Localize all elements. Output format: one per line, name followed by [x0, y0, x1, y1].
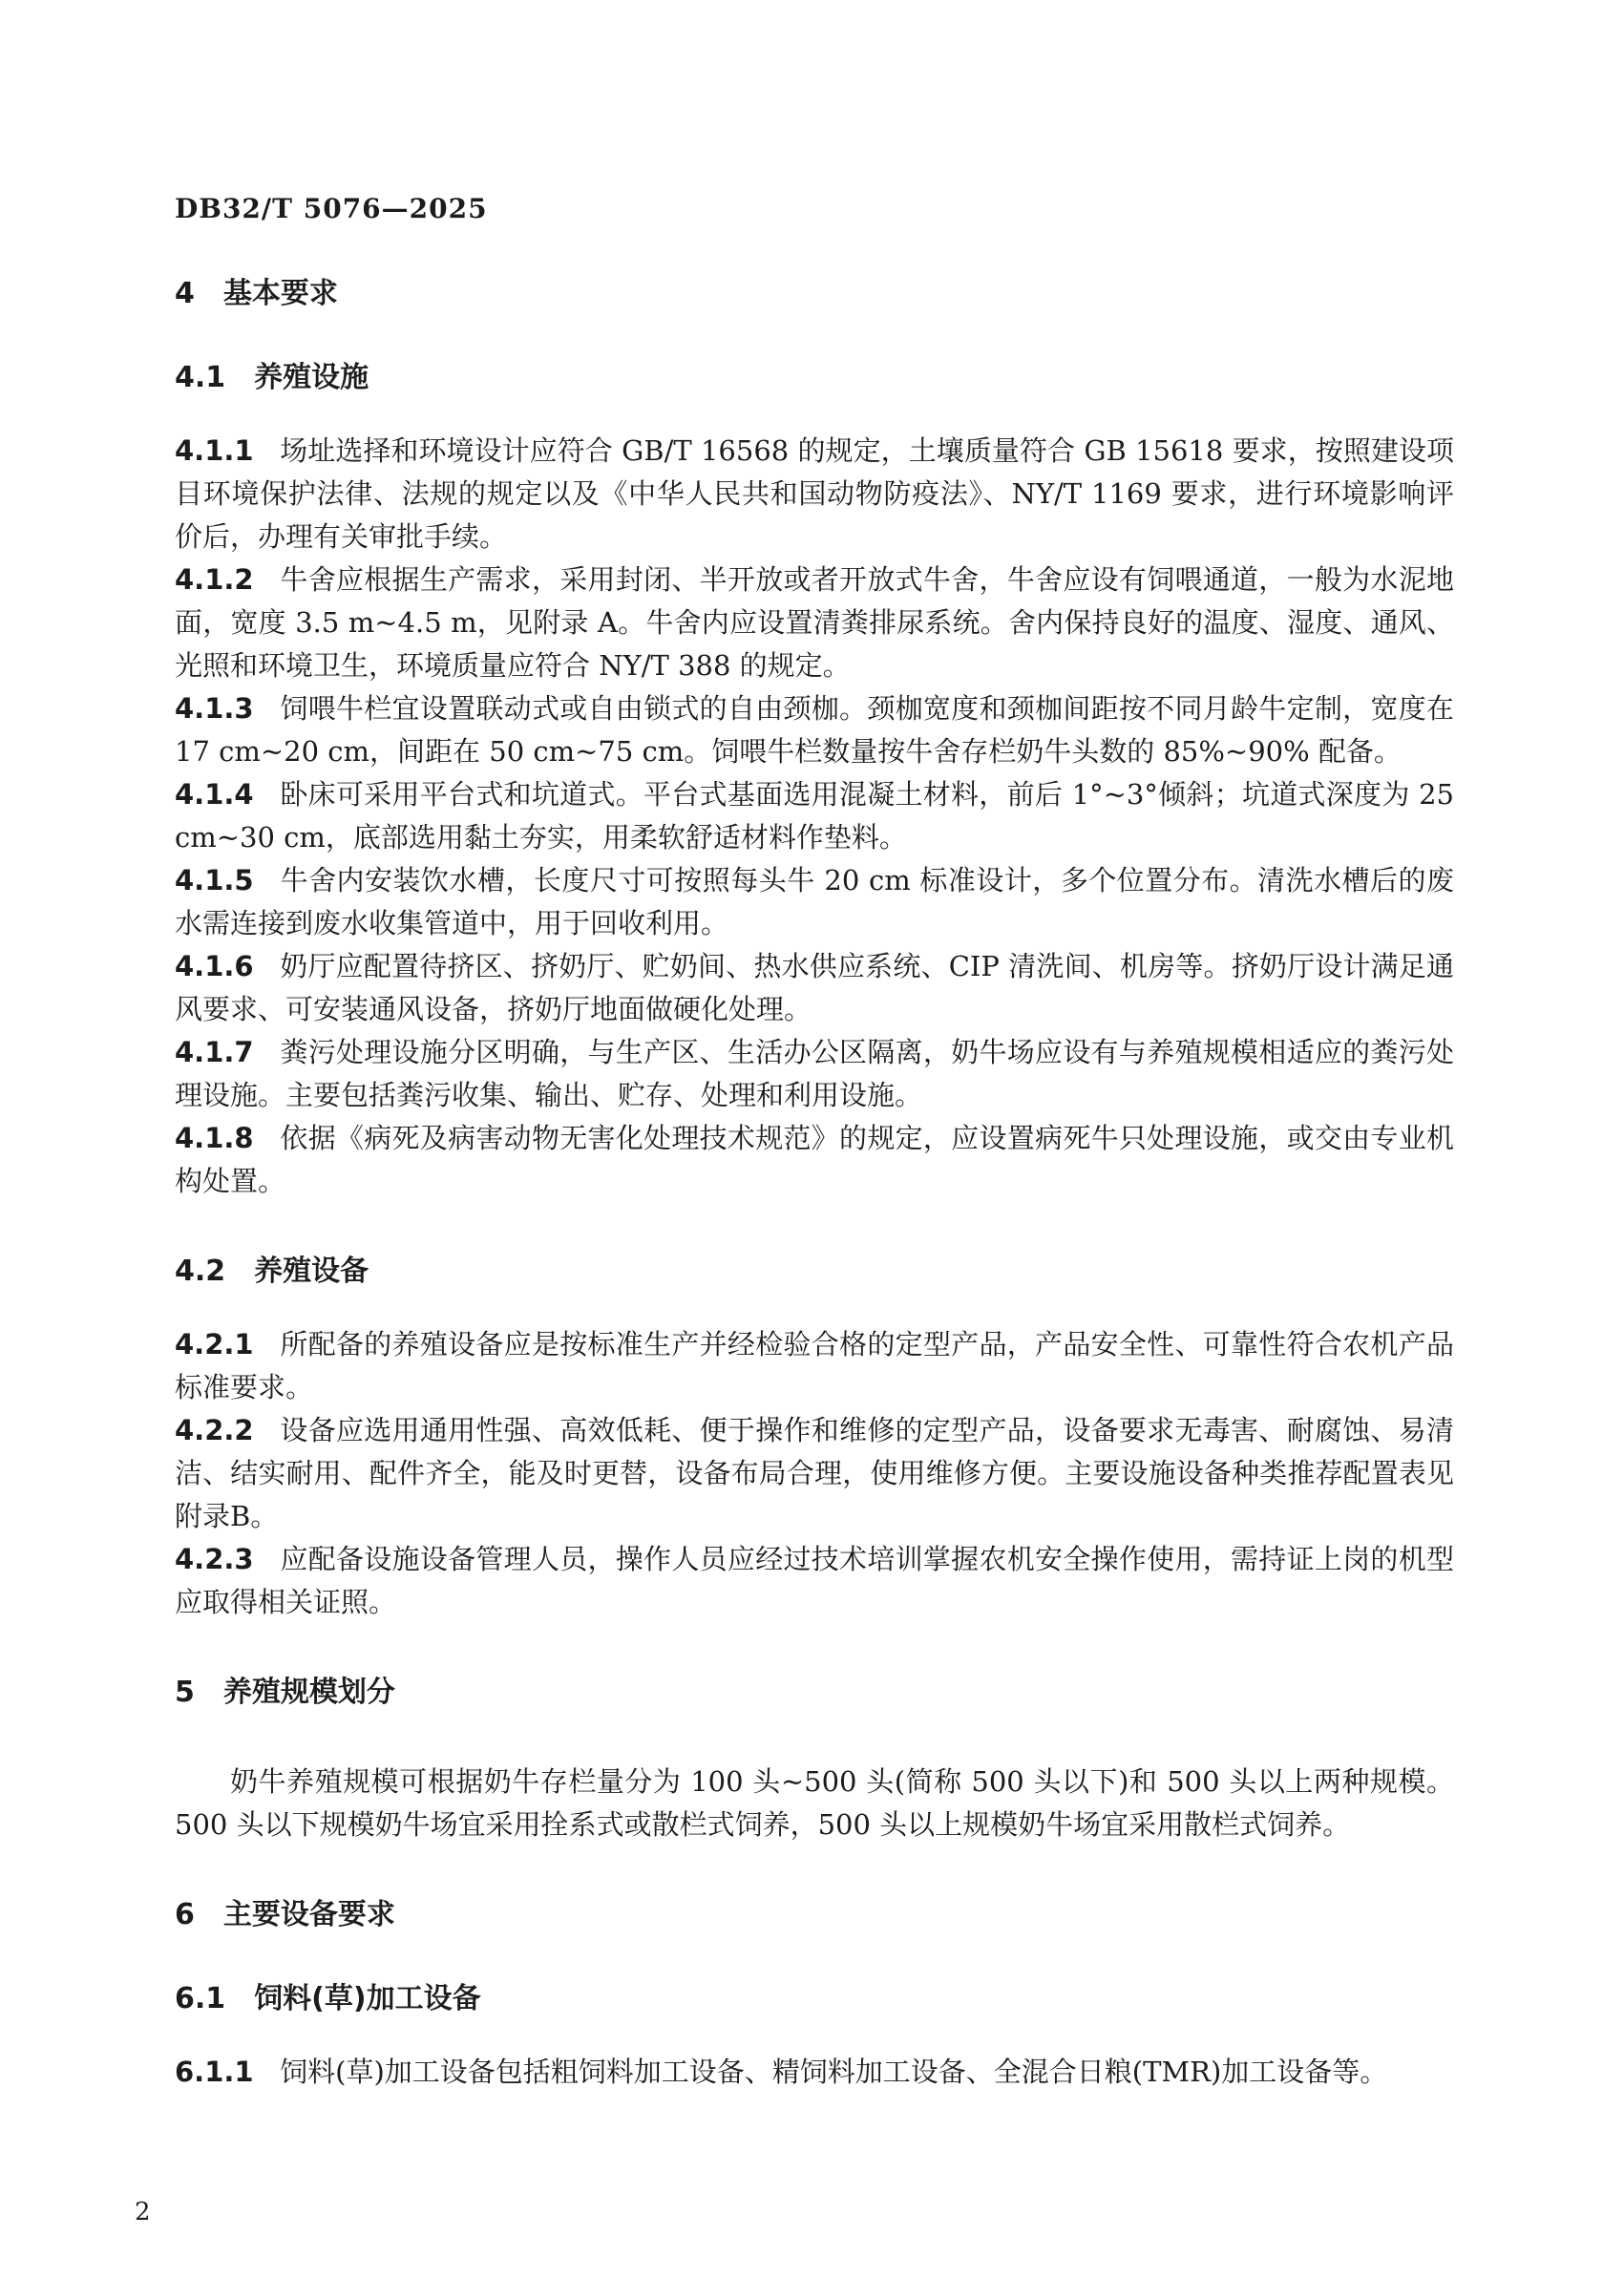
clause-number: 4.1.6 — [175, 950, 254, 982]
heading-4-1 — [175, 363, 1454, 393]
clause-text: 卧床可采用平台式和坑道式。平台式基面选用混凝土材料，前后 1°~3°倾斜；坑道式深度为 25 cm~30 cm，底部选用黏土夯实，用柔软舒适材料作垫料。 — [175, 778, 1454, 854]
heading-number: 6 — [175, 1898, 195, 1931]
clause-text: 牛舍应根据生产需求，采用封闭、半开放或者开放式牛舍，牛舍应设有饲喂通道，一般为水泥地面，宽度 3.5 m~4.5 m，见附录 A。牛舍内应设置清粪排尿系统。舍内保持良好的温度、湿度、通风、光照和环境卫生，环境质量应符合 NY/T 388 的规定。 — [175, 563, 1454, 682]
clause-6-1-1 — [175, 2051, 1454, 2094]
clause-4-1-8 — [175, 1117, 1454, 1203]
heading-title: 养殖设施 — [254, 361, 369, 394]
clause-4-1-5 — [175, 859, 1454, 945]
clause-number: 4.2.1 — [175, 1328, 254, 1360]
heading-title: 基本要求 — [222, 277, 338, 310]
heading-number: 4 — [175, 277, 195, 310]
heading-number: 6.1 — [175, 1982, 226, 2015]
clause-number: 4.1.4 — [175, 778, 254, 811]
clause-text: 粪污处理设施分区明确，与生产区、生活办公区隔离，奶牛场应设有与养殖规模相适应的粪污处理设施。主要包括粪污收集、输出、贮存、处理和利用设施。 — [175, 1036, 1454, 1111]
heading-title: 养殖设备 — [254, 1255, 369, 1288]
clause-text: 设备应选用通用性强、高效低耗、便于操作和维修的定型产品，设备要求无毒害、耐腐蚀、易清洁、结实耐用、配件齐全，能及时更替，设备布局合理，使用维修方便。主要设施设备种类推荐配置表见附录B。 — [175, 1414, 1454, 1532]
heading-title: 养殖规模划分 — [222, 1676, 395, 1709]
clause-text: 场址选择和环境设计应符合 GB/T 16568 的规定，土壤质量符合 GB 15618 要求，按照建设项目环境保护法律、法规的规定以及《中华人民共和国动物防疫法》、NY/T 1169 要求，进行环境影响评价后，办理有关审批手续。 — [175, 434, 1454, 553]
page-number: 2 — [135, 2198, 151, 2226]
clause-number: 6.1.1 — [175, 2056, 254, 2088]
clause-text: 饲喂牛栏宜设置联动式或自由锁式的自由颈枷。颈枷宽度和颈枷间距按不同月龄牛定制，宽度在 17 cm~20 cm，间距在 50 cm~75 cm。饲喂牛栏数量按牛舍存栏奶牛头数的 85%~90% 配备。 — [175, 692, 1454, 768]
clause-4-1-6 — [175, 945, 1454, 1031]
clause-4-1-2 — [175, 559, 1454, 687]
clause-text: 应配备设施设备管理人员，操作人员应经过技术培训掌握农机安全操作使用，需持证上岗的机型应取得相关证照。 — [175, 1543, 1454, 1618]
clause-4-1-1 — [175, 430, 1454, 559]
clause-number: 4.1.1 — [175, 434, 254, 467]
doc-number: DB32/T 5076—2025 — [175, 193, 488, 224]
clause-text: 所配备的养殖设备应是按标准生产并经检验合格的定型产品，产品安全性、可靠性符合农机产品标准要求。 — [175, 1328, 1454, 1403]
clause-number: 4.1.5 — [175, 864, 254, 896]
doc-body — [175, 279, 1454, 2094]
heading-title: 主要设备要求 — [222, 1898, 395, 1931]
section-5-paragraph: 奶牛养殖规模可根据奶牛存栏量分为 100 头~500 头(简称 500 头以下)和 500 头以上两种规模。500 头以下规模奶牛场宜采用拴系式或散栏式饲养，500 头以上规模奶牛场宜采用散栏式饲养。 — [175, 1765, 1454, 1841]
heading-6 — [175, 1900, 1454, 1930]
clause-number: 4.1.7 — [175, 1036, 254, 1068]
clause-4-1-4 — [175, 773, 1454, 859]
clause-4-2-1 — [175, 1323, 1454, 1409]
heading-title: 饲料(草)加工设备 — [254, 1982, 481, 2015]
heading-6-1 — [175, 1984, 1454, 2014]
clause-number: 4.1.8 — [175, 1122, 254, 1154]
clause-text: 牛舍内安装饮水槽，长度尺寸可按照每头牛 20 cm 标准设计，多个位置分布。清洗水槽后的废水需连接到废水收集管道中，用于回收利用。 — [175, 864, 1454, 939]
clause-text: 依据《病死及病害动物无害化处理技术规范》的规定，应设置病死牛只处理设施，或交由专业机构处置。 — [175, 1122, 1454, 1197]
clause-4-2-2 — [175, 1409, 1454, 1538]
heading-4-2 — [175, 1256, 1454, 1287]
clause-4-1-3 — [175, 687, 1454, 773]
heading-number: 4.2 — [175, 1255, 226, 1288]
heading-number: 5 — [175, 1676, 195, 1709]
heading-number: 4.1 — [175, 361, 226, 394]
clause-number: 4.1.3 — [175, 692, 254, 725]
clause-4-2-3 — [175, 1538, 1454, 1624]
clause-text: 奶厅应配置待挤区、挤奶厅、贮奶间、热水供应系统、CIP 清洗间、机房等。挤奶厅设计满足通风要求、可安装通风设备，挤奶厅地面做硬化处理。 — [175, 950, 1454, 1025]
clause-number: 4.2.2 — [175, 1414, 254, 1446]
clause-number: 4.1.2 — [175, 563, 254, 596]
clause-text: 饲料(草)加工设备包括粗饲料加工设备、精饲料加工设备、全混合日粮(TMR)加工设备等。 — [280, 2056, 1388, 2088]
clause-4-1-7 — [175, 1031, 1454, 1117]
heading-5 — [175, 1677, 1454, 1708]
heading-4 — [175, 279, 1454, 309]
clause-number: 4.2.3 — [175, 1543, 254, 1575]
